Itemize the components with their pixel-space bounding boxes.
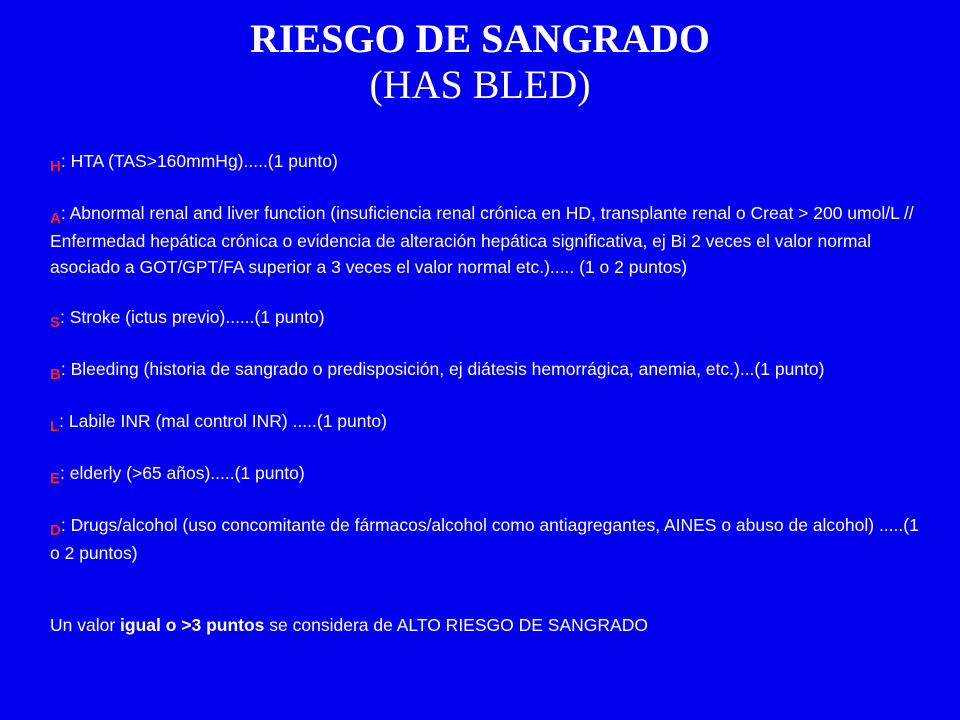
conclusion-bold: igual o >3 puntos [120, 615, 265, 635]
criterion-letter: L [50, 418, 60, 435]
conclusion-prefix: Un valor [50, 615, 121, 635]
criterion-letter: S [50, 314, 61, 331]
criterion-l [50, 408, 930, 436]
criterion-d [50, 512, 930, 566]
criterion-text: : Abnormal renal and liver function (insuficiencia renal crónica en HD, transplante renal o Creat > 200 umol/L // Enfermedad hepática crónica o evidencia de alteración hepática significativa, ej Bi 2 veces el valor normal asociado a GOT/GPT/FA superior a 3 veces el valor normal etc.)..... (1 o 2 puntos) [50, 203, 914, 277]
criterion-letter: B [50, 366, 61, 383]
criterion-text: : Bleeding (historia de sangrado o predisposición, ej diátesis hemorrágica, anemia, etc.)...(1 punto) [60, 359, 825, 379]
criterion-s [50, 304, 930, 332]
criterion-text: : elderly (>65 años).....(1 punto) [60, 463, 305, 483]
slide-title: RIESGO DE SANGRADO [249, 16, 711, 61]
criterion-text: : HTA (TAS>160mmHg).....(1 punto) [60, 151, 338, 171]
conclusion-text [50, 612, 930, 638]
criterion-b [50, 356, 930, 384]
criteria-list [50, 148, 930, 638]
slide-subtitle: (HAS BLED) [369, 62, 591, 107]
conclusion-suffix: se considera de ALTO RIESGO DE SANGRADO [264, 615, 648, 635]
criterion-letter: A [50, 210, 61, 227]
criterion-a [50, 200, 930, 280]
criterion-text: : Labile INR (mal control INR) .....(1 punto) [59, 411, 387, 431]
criterion-h [50, 148, 930, 176]
criterion-letter: D [50, 522, 61, 539]
criterion-text: : Drugs/alcohol (uso concomitante de fármacos/alcohol como antiagregantes, AINES o abuso de alcohol) .....(1 o 2 puntos) [50, 515, 919, 563]
criterion-text: : Stroke (ictus previo)......(1 punto) [60, 307, 325, 327]
criterion-e [50, 460, 930, 488]
criterion-letter: E [50, 470, 61, 487]
criterion-letter: H [50, 158, 61, 175]
